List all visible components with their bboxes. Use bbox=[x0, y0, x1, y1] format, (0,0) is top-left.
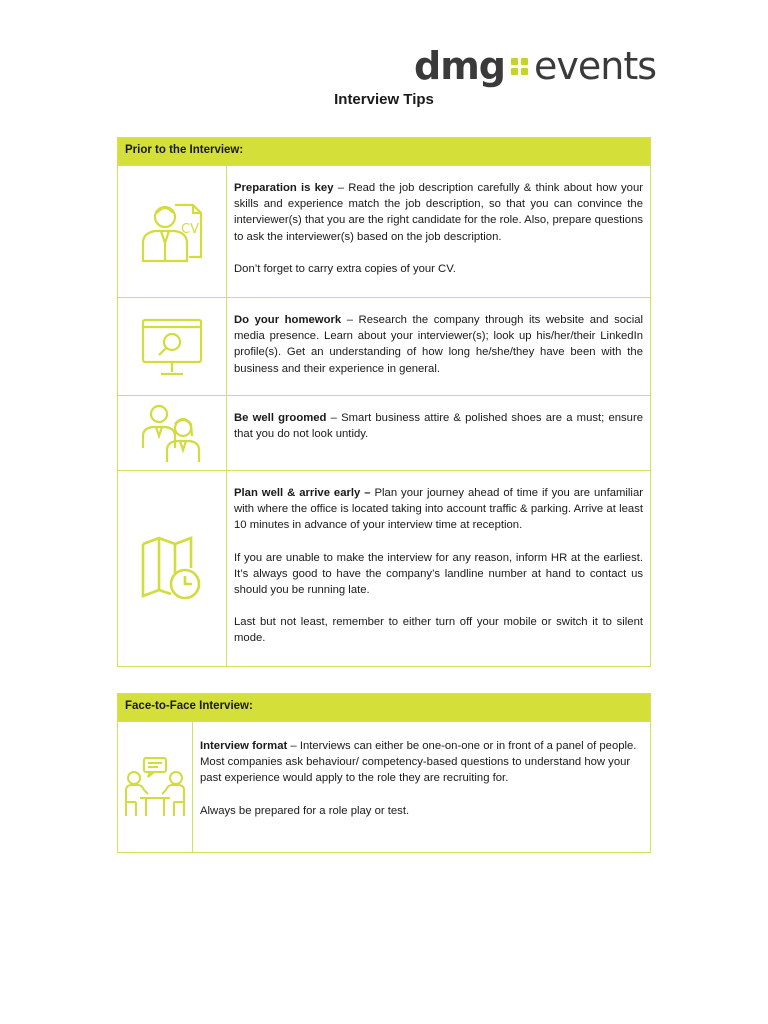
prior-section bbox=[117, 137, 651, 667]
map-clock-icon bbox=[118, 471, 227, 667]
row-body: – Smart business attire & polished shoes are a must; ensure that you do not look untidy. bbox=[234, 412, 643, 441]
business-people-icon bbox=[118, 396, 227, 471]
logo-events-text: events bbox=[534, 44, 657, 88]
row-extra: Last but not least, remember to either turn off your mobile or switch it to silent mode. bbox=[234, 616, 643, 645]
face-row-1-text bbox=[193, 722, 651, 853]
prior-row-3-text bbox=[227, 396, 651, 471]
row-body: – Research the company through its website and social media presence. Learn about your interviewer(s); look up his/her/their LinkedIn profile(s). Get an understanding of how long he/she/they have been with the business and their experience in general. bbox=[234, 314, 643, 375]
row-extra: Always be prepared for a role play or test. bbox=[200, 804, 410, 817]
row-heading: Interview format bbox=[200, 740, 288, 752]
logo-dmg-text: dmg bbox=[414, 44, 505, 88]
table-row bbox=[118, 471, 651, 667]
table-row bbox=[118, 722, 651, 853]
page-title: Interview Tips bbox=[334, 91, 434, 108]
monitor-search-icon bbox=[118, 298, 227, 396]
face-section bbox=[117, 693, 651, 853]
prior-row-2-text bbox=[227, 298, 651, 396]
row-heading: Preparation is key bbox=[234, 182, 334, 194]
meeting-icon bbox=[118, 722, 193, 853]
row-body: Plan your journey ahead of time if you are unfamiliar with where the office is located taking into account traffic & parking. Arrive at least 10 minutes in advance of your interview time at reception. bbox=[234, 487, 643, 532]
row-body: – Read the job description carefully & think about how your skills and experience match the job description, so that you can convince the interviewer(s) that you are the right candidate for the role. Also, prepare questions to ask the interviewer(s) based on the job description. bbox=[234, 182, 643, 243]
logo-dots-icon bbox=[511, 58, 528, 75]
row-extra: If you are unable to make the interview for any reason, inform HR at the earliest. It’s always good to have the company’s landline number at hand to contact us should you be running late. bbox=[234, 551, 643, 597]
prior-row-1-text bbox=[227, 166, 651, 298]
table-row bbox=[118, 396, 651, 471]
dmg-events-logo bbox=[414, 44, 656, 88]
row-heading: Do your homework bbox=[234, 314, 342, 326]
row-heading: Be well groomed bbox=[234, 412, 327, 424]
row-extra: Don’t forget to carry extra copies of your CV. bbox=[234, 262, 456, 275]
table-row bbox=[118, 166, 651, 298]
row-body: – Interviews can either be one-on-one or in front of a panel of people. Most companies ask behaviour/ competency-based questions to understand how your past experience would apply to the role they are recruiting for. bbox=[200, 740, 637, 785]
table-row bbox=[118, 298, 651, 396]
svg-text:CV: CV bbox=[181, 221, 199, 237]
prior-header: Prior to the Interview: bbox=[118, 138, 651, 166]
cv-person-icon bbox=[118, 166, 227, 298]
face-header: Face-to-Face Interview: bbox=[118, 694, 651, 722]
prior-row-4-text bbox=[227, 471, 651, 667]
row-heading: Plan well & arrive early – bbox=[234, 487, 371, 499]
